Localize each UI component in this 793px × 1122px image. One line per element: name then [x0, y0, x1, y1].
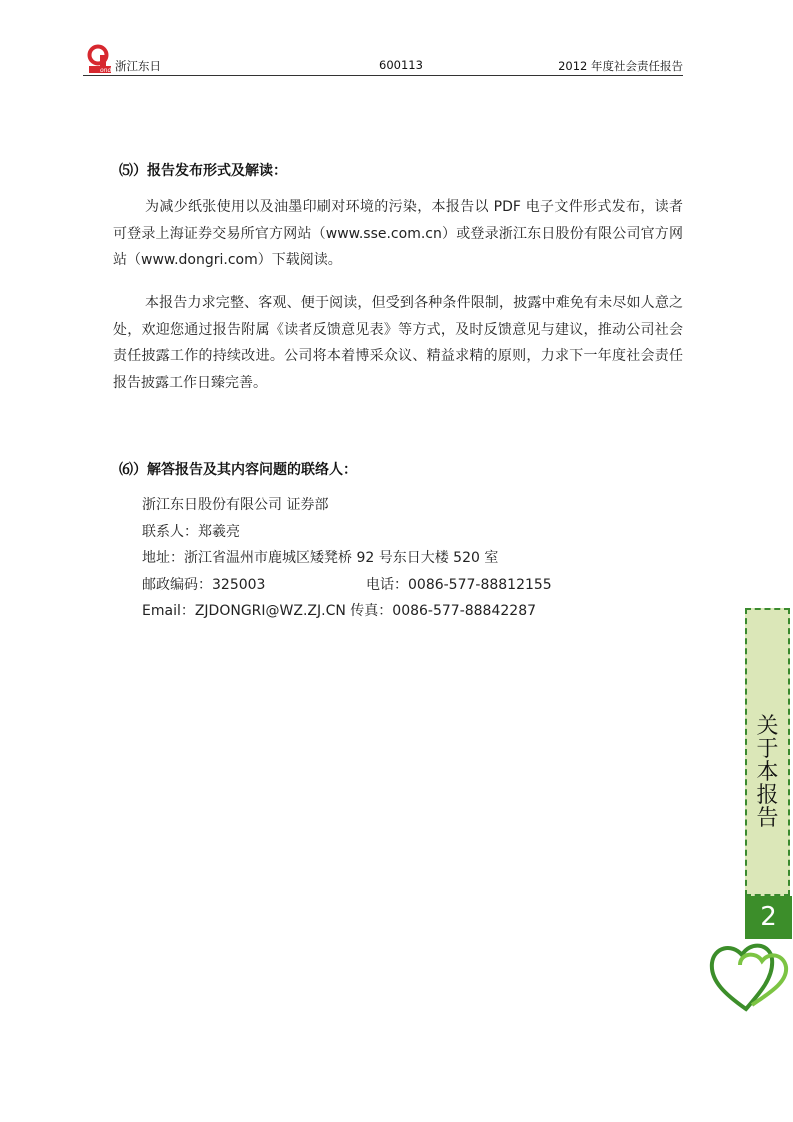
contact-phone: 电话：0086-577-88812155 — [366, 576, 552, 593]
header-stock-code: 600113 — [379, 58, 423, 72]
contact-company: 浙江东日股份有限公司 证券部 — [142, 497, 329, 513]
side-section-tab — [745, 608, 790, 896]
logo-text: ond — [100, 67, 112, 74]
side-tab-char: 本 — [756, 760, 779, 785]
side-tab-char: 于 — [756, 737, 779, 762]
section-5-paragraph-1: 为减少纸张使用以及油墨印刷对环境的污染，本报告以 PDF 电子文件形式发布，读者可登录上海证券交易所官方网站（www.sse.com.cn）或登录浙江东日股份有限公司官方网站（www.dongri.com）下载阅读。 — [113, 199, 683, 268]
side-tab-char: 关 — [756, 714, 779, 739]
page-number: 2 — [745, 896, 792, 939]
hearts-icon — [706, 935, 793, 1015]
section-6-title: ⑹）解答报告及其内容问题的联络人： — [119, 462, 357, 478]
page-header — [83, 44, 683, 76]
side-tab-label — [747, 715, 788, 830]
contact-postcode-phone-row — [142, 572, 552, 599]
side-tab-char: 告 — [756, 806, 779, 831]
header-report-title: 2012 年度社会责任报告 — [558, 59, 683, 73]
side-tab-char: 报 — [756, 783, 779, 808]
company-logo — [83, 44, 113, 74]
contact-postcode: 邮政编码：325003 — [142, 576, 266, 593]
contact-block — [142, 492, 552, 625]
header-divider — [83, 75, 683, 76]
section-5-title: ⑸）报告发布形式及解读： — [119, 163, 287, 179]
header-company: 浙江东日 — [115, 59, 161, 73]
section-5-paragraph-2: 本报告力求完整、客观、便于阅读，但受到各种条件限制，披露中难免有未尽如人意之处，欢迎您通过报告附属《读者反馈意见表》等方式，及时反馈意见与建议，推动公司社会责任披露工作的持续改进。公司将本着博采众议、精益求精的原则，力求下一年度社会责任报告披露工作日臻完善。 — [113, 295, 683, 391]
contact-email-fax: Email：ZJDONGRI@WZ.ZJ.CN 传真：0086-577-88842287 — [142, 603, 537, 619]
contact-address: 地址：浙江省温州市鹿城区矮凳桥 92 号东日大楼 520 室 — [142, 550, 499, 566]
contact-person: 联系人：郑羲亮 — [142, 523, 240, 540]
